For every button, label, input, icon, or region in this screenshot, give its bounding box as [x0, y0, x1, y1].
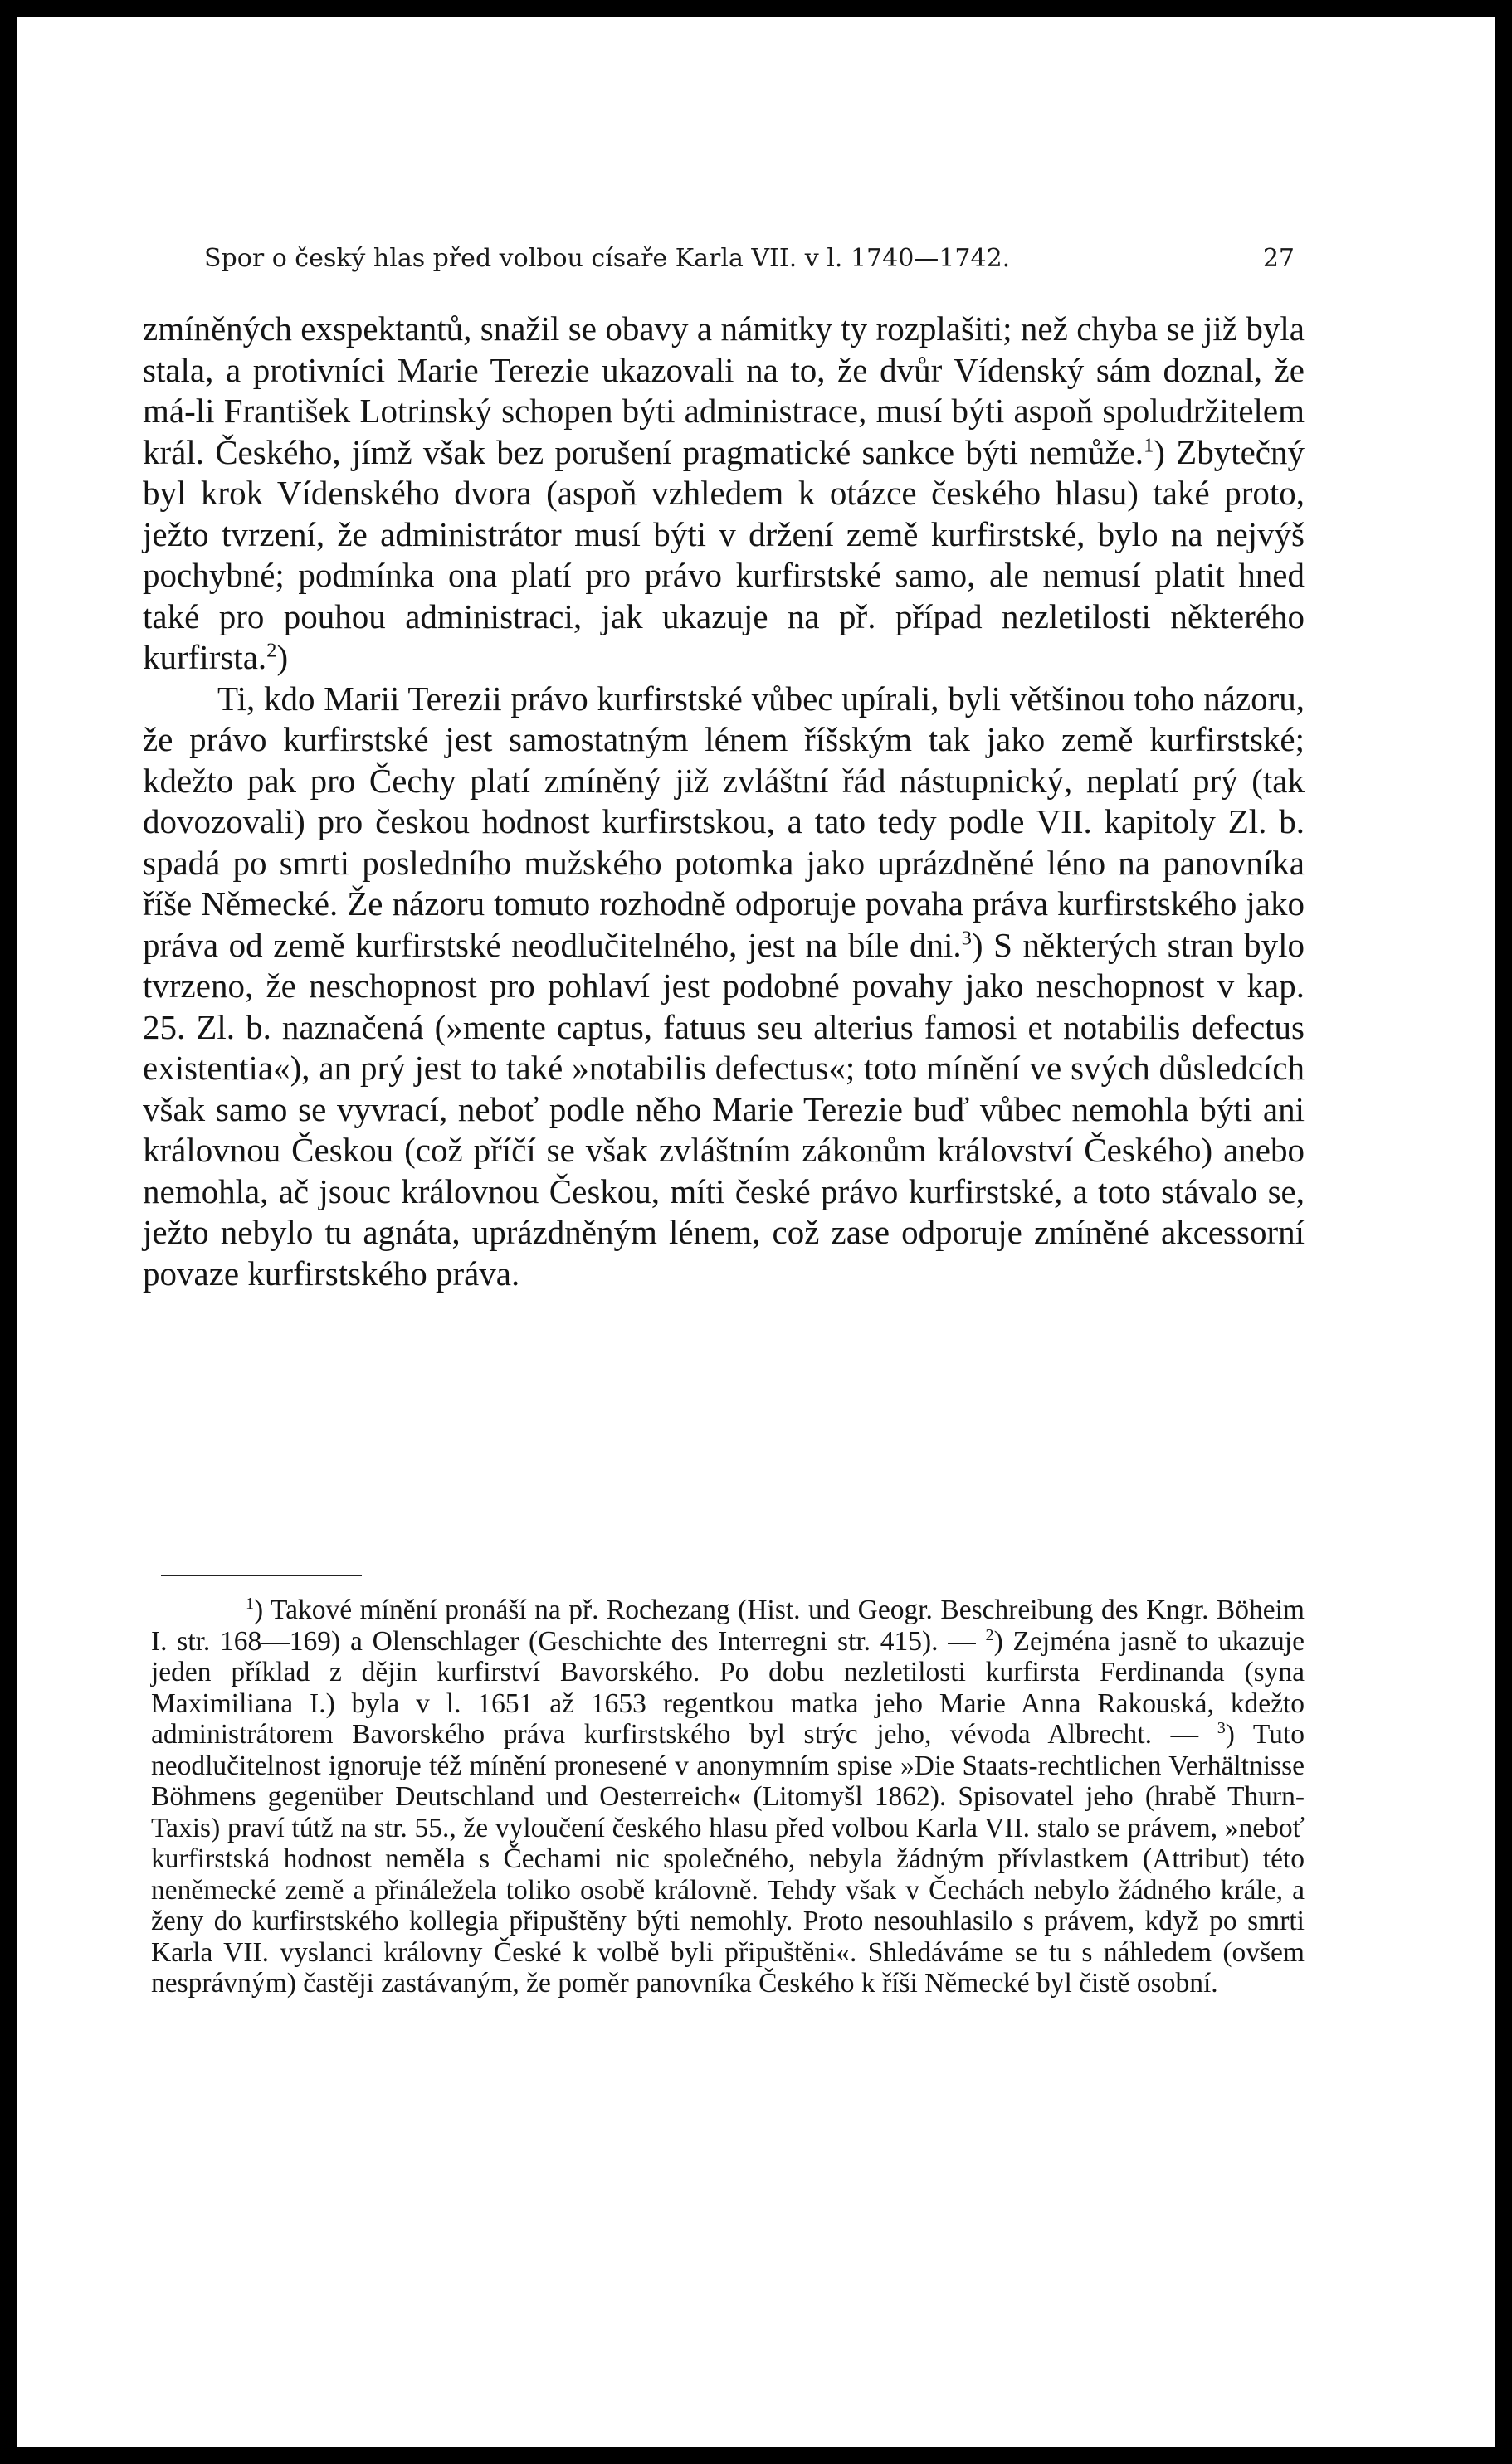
footnote-ref-1: 1 [1144, 433, 1154, 456]
page-number: 27 [1262, 244, 1295, 273]
paragraph-1-text-b: Zbytečný byl krok Vídenského dvora (aspoň vzhledem k otázce českého hlasu) také proto, ježto tvrzení, že administrátor musí býti v držení země kurfirstské, bylo na nejvýš pochybné; podmínka ona platí pro právo kurfirstské samo, ale nemusí platit hned také pro pouhou administraci, jak ukazuje na př. případ nezletilosti některého kurfirsta. [143, 432, 1305, 676]
footnote-ref-2: 2 [266, 639, 277, 662]
footnote-marker-3: 3 [1217, 1718, 1226, 1737]
footnote-3-text: ) Tuto neodlučitelnost ignoruje též mínění pronesené v anonymním spise »Die Staats-rechtlichen Verhältnisse Böhmens gegenüber Deutschland und Oesterreich« (Litomyšl 1862). Spisovatel jeho (hrabě Thurn-Taxis) praví tútž na str. 55., že vyloučení českého hlasu před volbou Karla VII. stalo se právem, »neboť kurfirstská hodnost neměla s Čechami nic společného, nebyla žádným přívlastkem (Attribut) této neněmecké země a přináležela toliko osobě královně. Tehdy však v Čechách nebylo žádného krále, a ženy do kurfirstského kollegia připuštěny býti nemohly. Proto nesouhlasilo s právem, když po smrti Karla VII. vyslanci královny České k volbě byli připuštěni«. Shledáváme se tu s náhledem (ovšem nesprávným) častěji zastávaným, že poměr panovníka Českého k říši Německé byl čistě osobní. [151, 1719, 1305, 1999]
footnote-marker-1: 1 [246, 1594, 255, 1613]
footnote-ref-3: 3 [961, 926, 972, 949]
running-title: Spor o český hlas před volbou císaře Karla VII. v l. 1740—1742. [204, 244, 1011, 273]
book-page [17, 17, 1495, 2447]
footnote-1-text: ) Takové mínění pronáší na př. Rochezang (Hist. und Geogr. Beschreibung des Kngr. Böheim I. str. 168—169) a Olenschlager (Geschichte des Interregni str. 415). — [151, 1595, 1305, 1657]
paragraph-2: Ti, kdo Marii Terezii právo kurfirstské vůbec upírali, byli většinou toho názoru, že právo kurfirstské jest samostatným lénem říšským tak jako země kurfirstské; kdežto pak pro Čechy platí zmíněný již zvláštní řád nástupnický, neplatí prý (tak dovozovali) pro českou hodnost kurfirstskou, a tato tedy podle VII. kapitoly Zl. b. spadá po smrti posledního mužského potomka jako uprázdněné léno na panovníka říše Německé. Že názoru tomuto rozhodně odporuje povaha práva kurfirstského jako práva od země kurfirstské neodlučitelného, jest na bíle dni.$^3$) S některých stran bylo tvrzeno, že neschopnost pro pohlaví jest podobné povahy jako neschopnost v kap. 25. Zl. b. naznačená (»mente captus, fatuus seu alterius famosi et notabilis defectus existentia«), an prý jest to také »notabilis defectus«; toto mínění ve svých důsledcích však samo se vyvrací, neboť podle něho Marie Terezie buď vůbec nemohla býti ani královnou Českou (což příčí se však zvláštním zákonům království Českého) anebo nemohla, ač jsouc královnou Českou, míti české právo kurfirstské, a toto stávalo se, ježto nebylo tu agnáta, uprázdněným lénem, což zase odporuje zmíněné akcessorní povaze kurfirstského práva. [143, 679, 1305, 1293]
footnote-separator [161, 1575, 362, 1576]
paragraph-2-text-b: S některých stran bylo tvrzeno, že neschopnost pro pohlaví jest podobné povahy jako neschopnost v kap. 25. Zl. b. naznačená (»mente captus, fatuus seu alterius famosi et notabilis defectus existentia«), an prý jest to také »notabilis defectus«; toto mínění ve svých důsledcích však samo se vyvrací, neboť podle něho Marie Terezie buď vůbec nemohla býti ani královnou Českou (což příčí se však zvláštním zákonům království Českého) anebo nemohla, ač jsouc královnou Českou, míti české právo kurfirstské, a toto stávalo se, ježto nebylo tu agnáta, uprázdněným lénem, což zase odporuje zmíněné akcessorní povaze kurfirstského práva. [143, 925, 1305, 1293]
footnote-marker-2: 2 [985, 1625, 994, 1644]
running-header [204, 239, 1295, 279]
footnotes-paragraph [151, 1595, 1305, 1999]
paragraph-1-text-a: zmíněných exspektantů, snažil se obavy a námitky ty rozplašiti; než chyba se již byla stala, a protivníci Marie Terezie ukazovali na to, že dvůr Vídenský sám doznal, že má-li František Lotrinský schopen býti administrace, musí býti aspoň spoludržitelem král. Českého, jímž však bez porušení pragmatické sankce býti nemůže. [143, 309, 1305, 471]
main-text [143, 309, 1305, 1294]
footnote-2-text: ) Zejména jasně to ukazuje jeden příklad z dějin kurfirství Bavorského. Po dobu nezletilosti kurfirsta Ferdinanda (syna Maximiliana I.) byla v l. 1651 až 1653 regentkou matka jeho Marie Anna Rakouská, kdežto administrátorem Bavorského práva kurfirstského byl strýc jeho, vévoda Albrecht. — [151, 1625, 1305, 1750]
paragraph-2-text-a: Ti, kdo Marii Terezii právo kurfirstské vůbec upírali, byli většinou toho názoru, že právo kurfirstské jest samostatným lénem říšským tak jako země kurfirstské; kdežto pak pro Čechy platí zmíněný již zvláštní řád nástupnický, neplatí prý (tak dovozovali) pro českou hodnost kurfirstskou, a tato tedy podle VII. kapitoly Zl. b. spadá po smrti posledního mužského potomka jako uprázdněné léno na panovníka říše Německé. Že názoru tomuto rozhodně odporuje povaha práva kurfirstského jako práva od země kurfirstské neodlučitelného, jest na bíle dni. [143, 679, 1305, 964]
paragraph-1: zmíněných exspektantů, snažil se obavy a námitky ty rozplašiti; než chyba se již byla stala, a protivníci Marie Terezie ukazovali na to, že dvůr Vídenský sám doznal, že má-li František Lotrinský schopen býti administrace, musí býti aspoň spoludržitelem král. Českého, jímž však bez porušení pragmatické sankce býti nemůže.$^1$) Zbytečný byl krok Vídenského dvora (aspoň vzhledem k otázce českého hlasu) také proto, ježto tvrzení, že administrátor musí býti v držení země kurfirstské, bylo na nejvýš pochybné; podmínka ona platí pro právo kurfirstské samo, ale nemusí platit hned také pro pouhou administraci, jak ukazuje na př. případ nezletilosti některého kurfirsta.$^2$) [143, 309, 1305, 676]
footnotes [151, 1595, 1305, 1999]
